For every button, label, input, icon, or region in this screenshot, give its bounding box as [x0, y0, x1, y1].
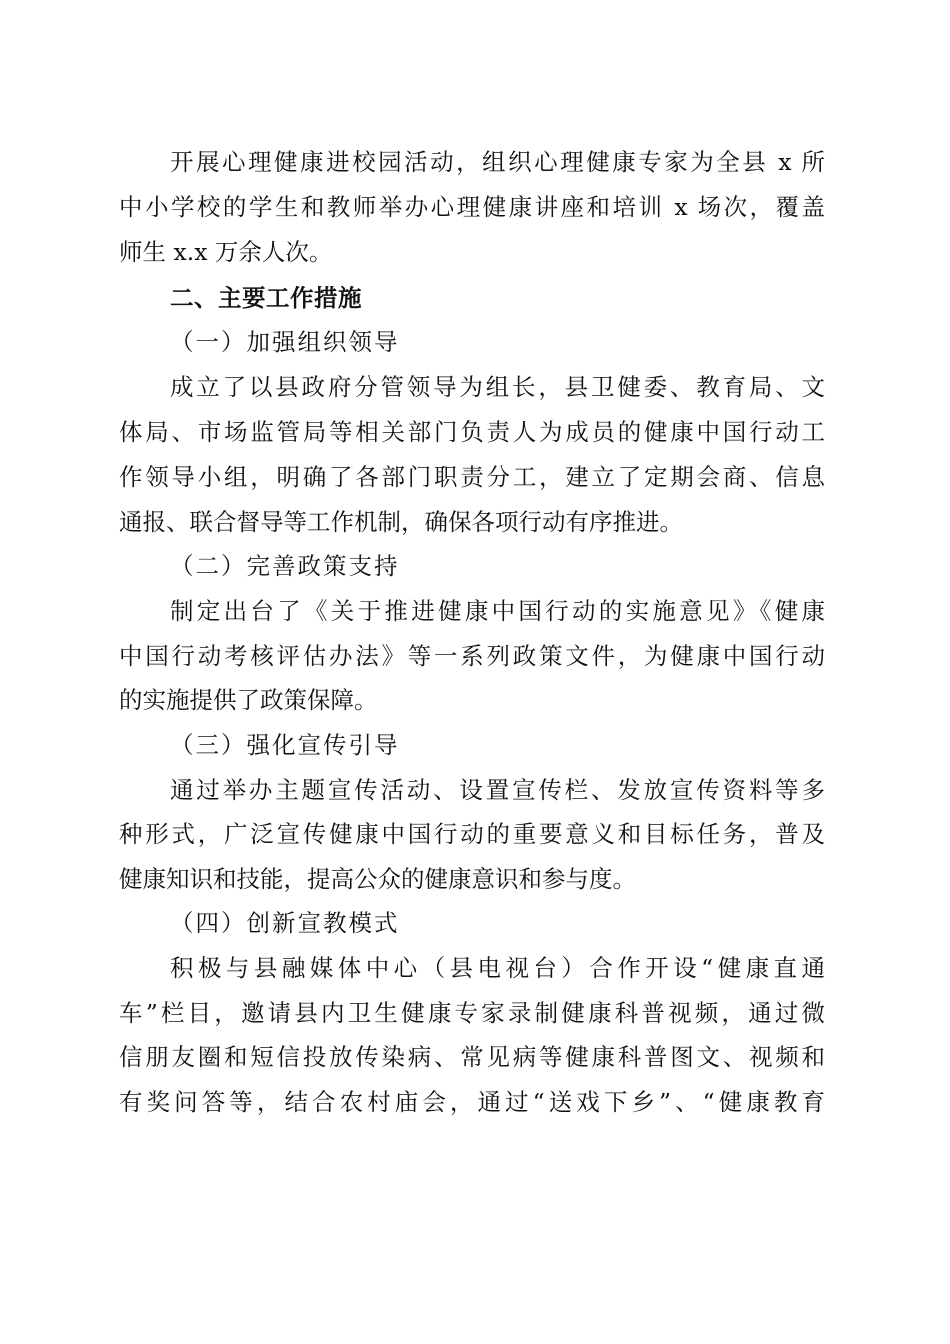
subsection-title: （一）加强组织领导: [170, 328, 400, 356]
paragraph-line: 健康知识和技能，提高公众的健康意识和参与度。: [119, 865, 636, 893]
paragraph-line: 成立了以县政府分管领导为组长，县卫健委、教育局、文: [170, 373, 825, 401]
paragraph-line: 有奖问答等，结合农村庙会，通过“送戏下乡”、“健康教育: [119, 1088, 825, 1116]
paragraph-line: 通过举办主题宣传活动、设置宣传栏、发放宣传资料等多: [170, 776, 825, 804]
section-heading: 二、主要工作措施: [170, 284, 362, 312]
paragraph-line: 师生 x.x 万余人次。: [119, 238, 333, 266]
paragraph-line: 种形式，广泛宣传健康中国行动的重要意义和目标任务，普及: [119, 820, 825, 848]
paragraph-line: 体局、市场监管局等相关部门负责人为成员的健康中国行动工: [119, 418, 825, 446]
subsection-title: （四）创新宣教模式: [170, 909, 400, 937]
paragraph-line: 开展心理健康进校园活动，组织心理健康专家为全县 x 所: [170, 148, 825, 176]
paragraph-line: 积极与县融媒体中心（县电视台）合作开设“健康直通: [170, 954, 825, 982]
subsection-title: （三）强化宣传引导: [170, 731, 400, 759]
paragraph-line: 信朋友圈和短信投放传染病、常见病等健康科普图文、视频和: [119, 1043, 825, 1071]
paragraph-line: 车”栏目，邀请县内卫生健康专家录制健康科普视频，通过微: [119, 999, 825, 1027]
paragraph-line: 的实施提供了政策保障。: [119, 686, 378, 714]
paragraph-line: 中国行动考核评估办法》等一系列政策文件，为健康中国行动: [119, 642, 825, 670]
paragraph-line: 制定出台了《关于推进健康中国行动的实施意见》《健康: [170, 597, 825, 625]
paragraph-line: 作领导小组，明确了各部门职责分工，建立了定期会商、信息: [119, 463, 825, 491]
paragraph-line: 通报、联合督导等工作机制，确保各项行动有序推进。: [119, 508, 683, 536]
subsection-title: （二）完善政策支持: [170, 552, 400, 580]
paragraph-line: 中小学校的学生和教师举办心理健康讲座和培训 x 场次，覆盖: [119, 193, 825, 221]
